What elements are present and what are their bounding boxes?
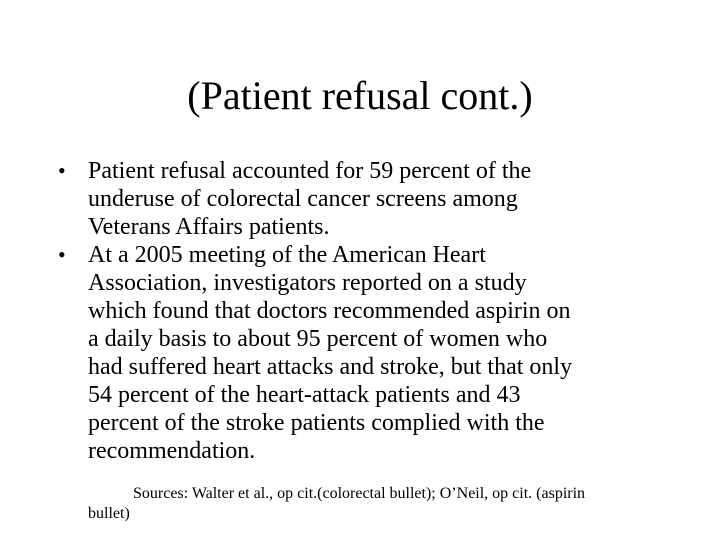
bullet-list [58, 157, 663, 465]
slide-title: (Patient refusal cont.) [187, 73, 533, 118]
bullet-line: a daily basis to about 95 percent of women who [88, 326, 548, 352]
bullet-line: underuse of colorectal cancer screens among [88, 186, 518, 212]
sources-line-2: bullet) [88, 505, 130, 522]
bullet-line: had suffered heart attacks and stroke, but that only [88, 354, 573, 380]
sources-line-1: Sources: Walter et al., op cit.(colorectal bullet); O’Neil, op cit. (aspirin [133, 485, 586, 502]
bullet-line: 54 percent of the heart-attack patients and 43 [88, 382, 521, 408]
bullet-line: Association, investigators reported on a study [88, 270, 527, 296]
bullet-line: Veterans Affairs patients. [88, 214, 330, 240]
bullet-item [58, 157, 663, 241]
bullet-item [58, 241, 663, 465]
bullet-dot-icon: • [58, 242, 66, 267]
bullet-line: percent of the stroke patients complied with the [88, 410, 545, 436]
bullet-line: which found that doctors recommended aspirin on [88, 298, 571, 324]
bullet-line: recommendation. [88, 438, 256, 464]
bullet-line: At a 2005 meeting of the American Heart [88, 242, 486, 268]
sources-note [88, 484, 658, 524]
bullet-line: Patient refusal accounted for 59 percent of the [88, 158, 532, 184]
bullet-dot-icon: • [58, 158, 66, 183]
